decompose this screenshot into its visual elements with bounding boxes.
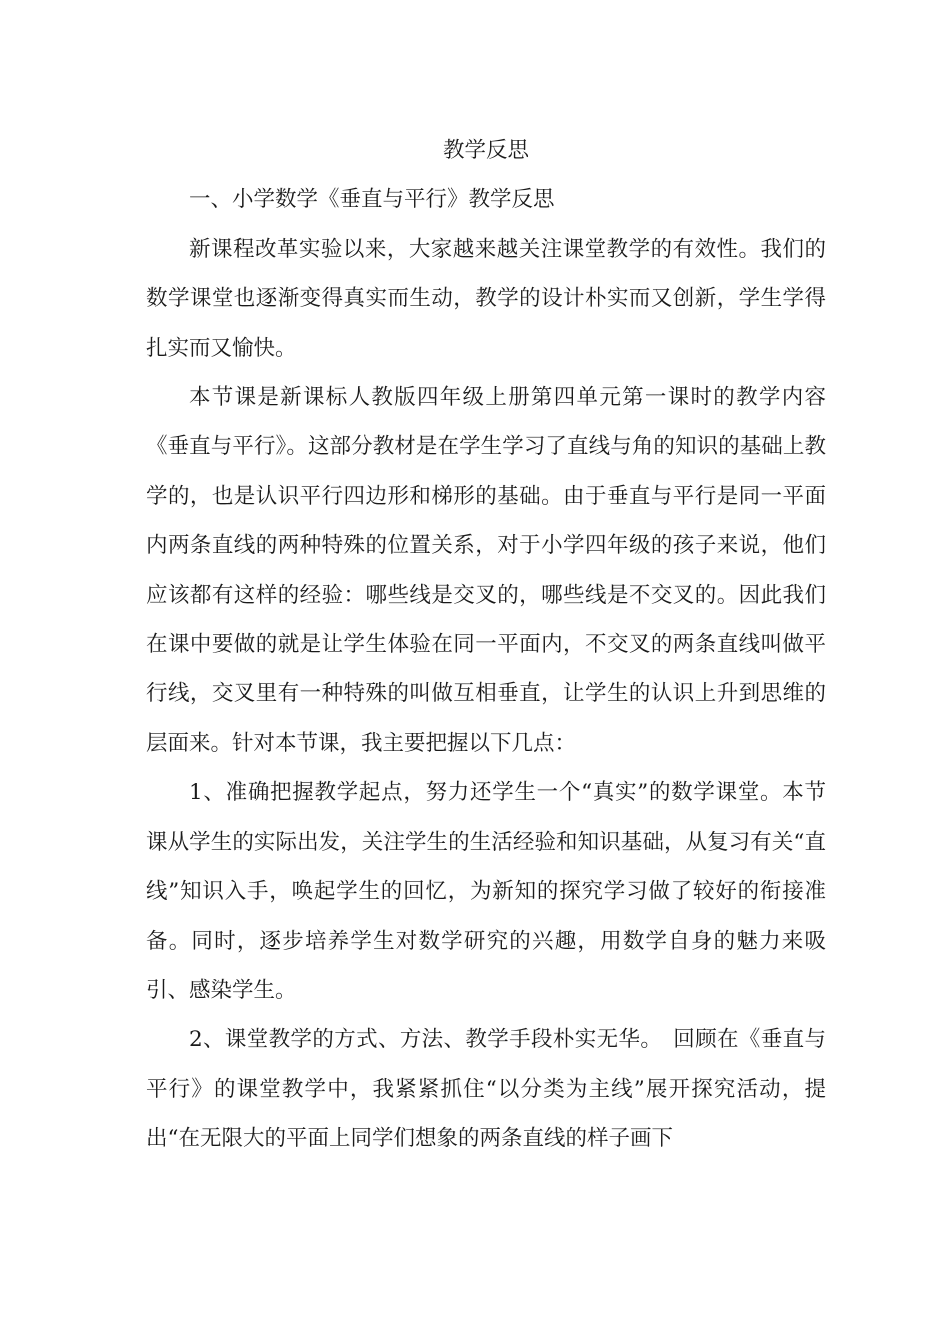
paragraph-point-1: 1、准确把握教学起点，努力还学生一个“真实”的数学课堂。本节课从学生的实际出发，关注学生的生活经验和知识基础，从复习有关“直线”知识入手，唤起学生的回忆，为新知的探究学习做了较好的衔接准备。同时，逐步培养学生对数学研究的兴趣，用数学自身的魅力来吸引、感染学生。 <box>146 780 826 1003</box>
document-body <box>146 126 826 1164</box>
paragraph-intro: 新课程改革实验以来，大家越来越关注课堂教学的有效性。我们的数学课堂也逐渐变得真实而生动，教学的设计朴实而又创新，学生学得扎实而又愉快。 <box>146 236 826 361</box>
document-title: 教学反思 <box>442 138 529 163</box>
paragraph-lesson-overview: 本节课是新课标人教版四年级上册第四单元第一课时的教学内容《垂直与平行》。这部分教材是在学生学习了直线与角的知识的基础上教学的，也是认识平行四边形和梯形的基础。由于垂直与平行是同一平面内两条直线的两种特殊的位置关系，对于小学四年级的孩子来说，他们应该都有这样的经验：哪些线是交叉的，哪些线是不交叉的。因此我们在课中要做的就是让学生体验在同一平面内，不交叉的两条直线叫做平行线，交叉里有一种特殊的叫做互相垂直，让学生的认识上升到思维的层面来。针对本节课，我主要把握以下几点： <box>146 385 826 756</box>
paragraph-point-2: 2、课堂教学的方式、方法、教学手段朴实无华。 回顾在《垂直与平行》的课堂教学中，我紧紧抓住“以分类为主线”展开探究活动，提出“在无限大的平面上同学们想象的两条直线的样子画下 <box>146 1027 826 1152</box>
section-heading: 一、小学数学《垂直与平行》教学反思 <box>189 187 555 213</box>
